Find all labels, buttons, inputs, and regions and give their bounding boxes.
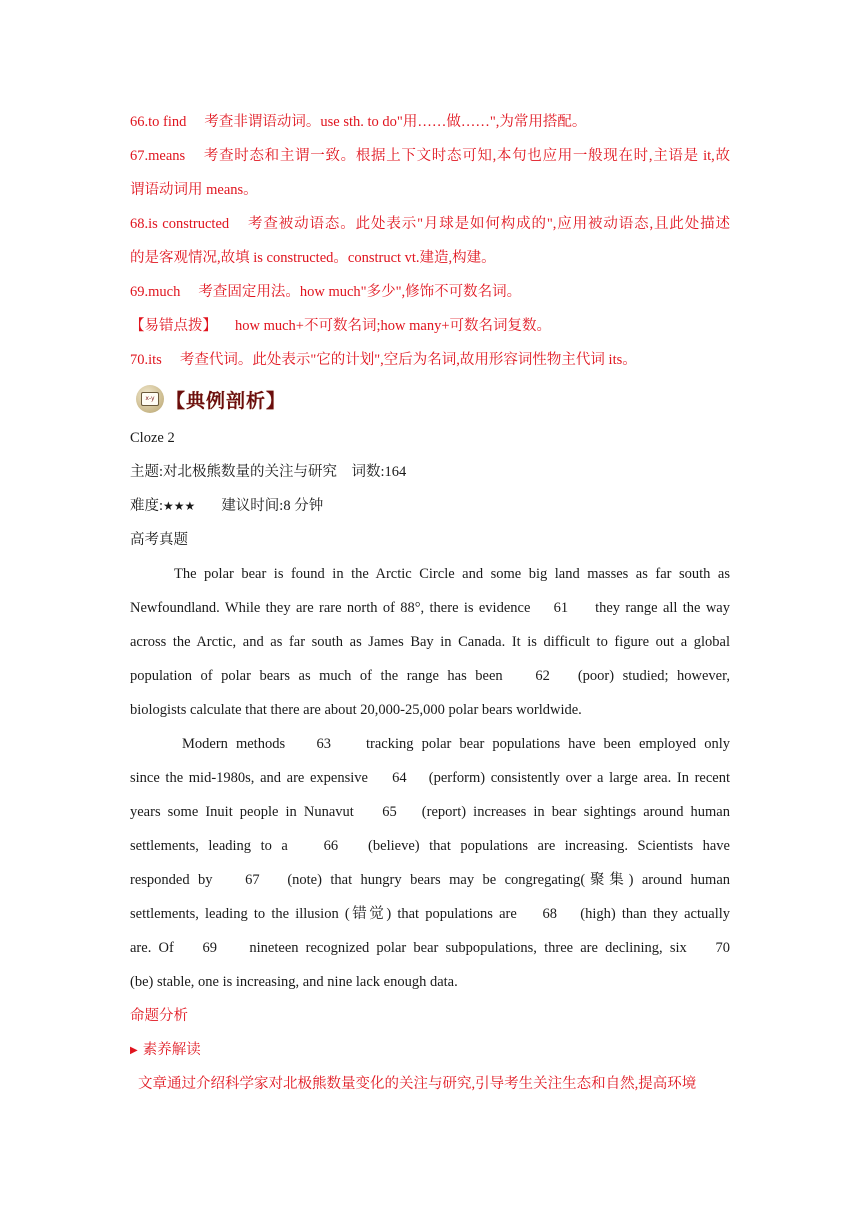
p2-line-1: Modern methods 63 tracking polar bear populations have been employed only	[182, 736, 730, 752]
source-label: 高考真题	[130, 532, 188, 548]
answer-69	[130, 282, 521, 302]
cloze-title: Cloze 2	[130, 430, 175, 446]
answer-text: 考查被动语态。此处表示"月球是如何构成的",应用被动语态,且此处描述	[247, 216, 730, 232]
answer-key: 70.its	[130, 352, 162, 368]
answer-66	[130, 112, 586, 132]
literacy-subheading	[130, 1040, 201, 1061]
answer-70	[130, 350, 637, 370]
section-heading-text: 【典例剖析】	[166, 389, 287, 412]
answer-text: 考查代词。此处表示"它的计划",空后为名词,故用形容词性物主代词 its。	[179, 352, 637, 368]
p2-line-7: are. Of 69 nineteen recognized polar bear subpopulations, three are declining, six 70	[130, 940, 730, 956]
topic-line: 主题:对北极熊数量的关注与研究 词数:164	[130, 464, 407, 480]
difficulty-label: 难度:	[130, 498, 164, 514]
answer-key: 66.to find	[130, 114, 187, 130]
p2-line-6: settlements, leading to the illusion (错觉) that populations are 68 (high) than they actually	[130, 906, 730, 922]
section-heading	[136, 382, 286, 416]
p1-line-5: biologists calculate that there are about 20,000-25,000 polar bears worldwide.	[130, 702, 582, 718]
icon-label: x-y	[141, 392, 159, 406]
difficulty-stars: ★★★	[163, 499, 196, 513]
answer-text: 考查时态和主谓一致。根据上下文时态可知,本句也应用一般现在时,主语是 it,故	[203, 148, 730, 164]
answer-key: 69.much	[130, 284, 181, 300]
subheading-text: 素养解读	[142, 1042, 201, 1058]
p1-line-4: population of polar bears as much of the range has been 62 (poor) studied; however,	[130, 668, 730, 684]
answer-text: 考查非谓语动词。use sth. to do"用……做……",为常用搭配。	[204, 114, 587, 130]
analysis-title: 命题分析	[130, 1008, 188, 1024]
difficulty-line	[130, 496, 323, 516]
triangle-right-icon: ▶	[130, 1045, 138, 1056]
p2-line-8: (be) stable, one is increasing, and nine lack enough data.	[130, 974, 458, 990]
analysis-text: 文章通过介绍科学家对北极熊数量变化的关注与研究,引导考生关注生态和自然,提高环境	[138, 1076, 697, 1092]
error-tip	[130, 316, 551, 336]
p1-line-1: The polar bear is found in the Arctic Circle and some big land masses as far south as	[174, 566, 730, 582]
answer-text: 考查固定用法。how much"多少",修饰不可数名词。	[198, 284, 522, 300]
answer-67-cont: 谓语动词用 means。	[130, 182, 258, 198]
p2-line-2: since the mid-1980s, and are expensive 64 (perform) consistently over a large area. In recent	[130, 770, 730, 786]
answer-67	[130, 146, 730, 166]
answer-68-cont: 的是客观情况,故填 is constructed。construct vt.建造,构建。	[130, 250, 496, 266]
tip-key: 【易错点拨】	[130, 318, 217, 334]
p1-line-3: across the Arctic, and as far south as James Bay in Canada. It is difficult to figure out a global	[130, 634, 730, 650]
blackboard-icon	[136, 385, 164, 413]
p2-line-5: responded by 67 (note) that hungry bears may be congregating(聚集) around human	[130, 872, 730, 888]
answer-key: 68.is constructed	[130, 216, 230, 232]
p2-line-4: settlements, leading to a 66 (believe) that populations are increasing. Scientists have	[130, 838, 730, 854]
suggested-time: 建议时间:8 分钟	[221, 498, 324, 514]
p2-line-3: years some Inuit people in Nunavut 65 (report) increases in bear sightings around human	[130, 804, 730, 820]
answer-key: 67.means	[130, 148, 186, 164]
tip-text: how much+不可数名词;how many+可数名词复数。	[235, 318, 552, 334]
p1-line-2: Newfoundland. While they are rare north of 88°, there is evidence 61 they range all the way	[130, 600, 730, 616]
answer-68	[130, 214, 730, 234]
